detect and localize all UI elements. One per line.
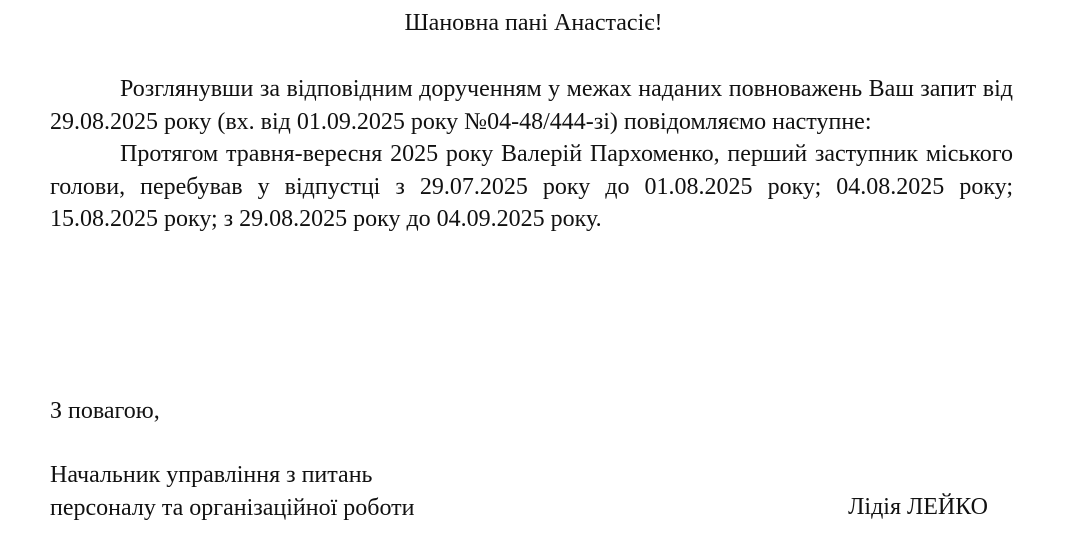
paragraph-vacation-details: Протягом травня-вересня 2025 року Валерій Пархоменко, перший заступник міського голови, перебував у відпустці з 29.07.2025 року до 01.08.2025 року; 04.08.2025 року; 15.08.2025 року; з 29.08.2025 року до 04.09.2025 року. <box>50 141 1013 232</box>
signature-block <box>50 459 1013 525</box>
signer-title-line-2: персоналу та організаційної роботи <box>50 494 415 521</box>
signer-title-line-1: Начальник управління з питань <box>50 462 373 488</box>
signer-name: Лідія ЛЕЙКО <box>848 494 988 520</box>
salutation: Шановна пані Анастасіє! <box>404 10 663 36</box>
paragraph-request-reference: Розглянувши за відповідним дорученням у межах наданих повноважень Ваш запит від 29.08.2025 року (вх. від 01.09.2025 року №04-48/444-зі) повідомляємо наступне: <box>50 76 1013 135</box>
letter-body <box>50 73 1013 236</box>
closing-phrase: З повагою, <box>50 398 160 424</box>
